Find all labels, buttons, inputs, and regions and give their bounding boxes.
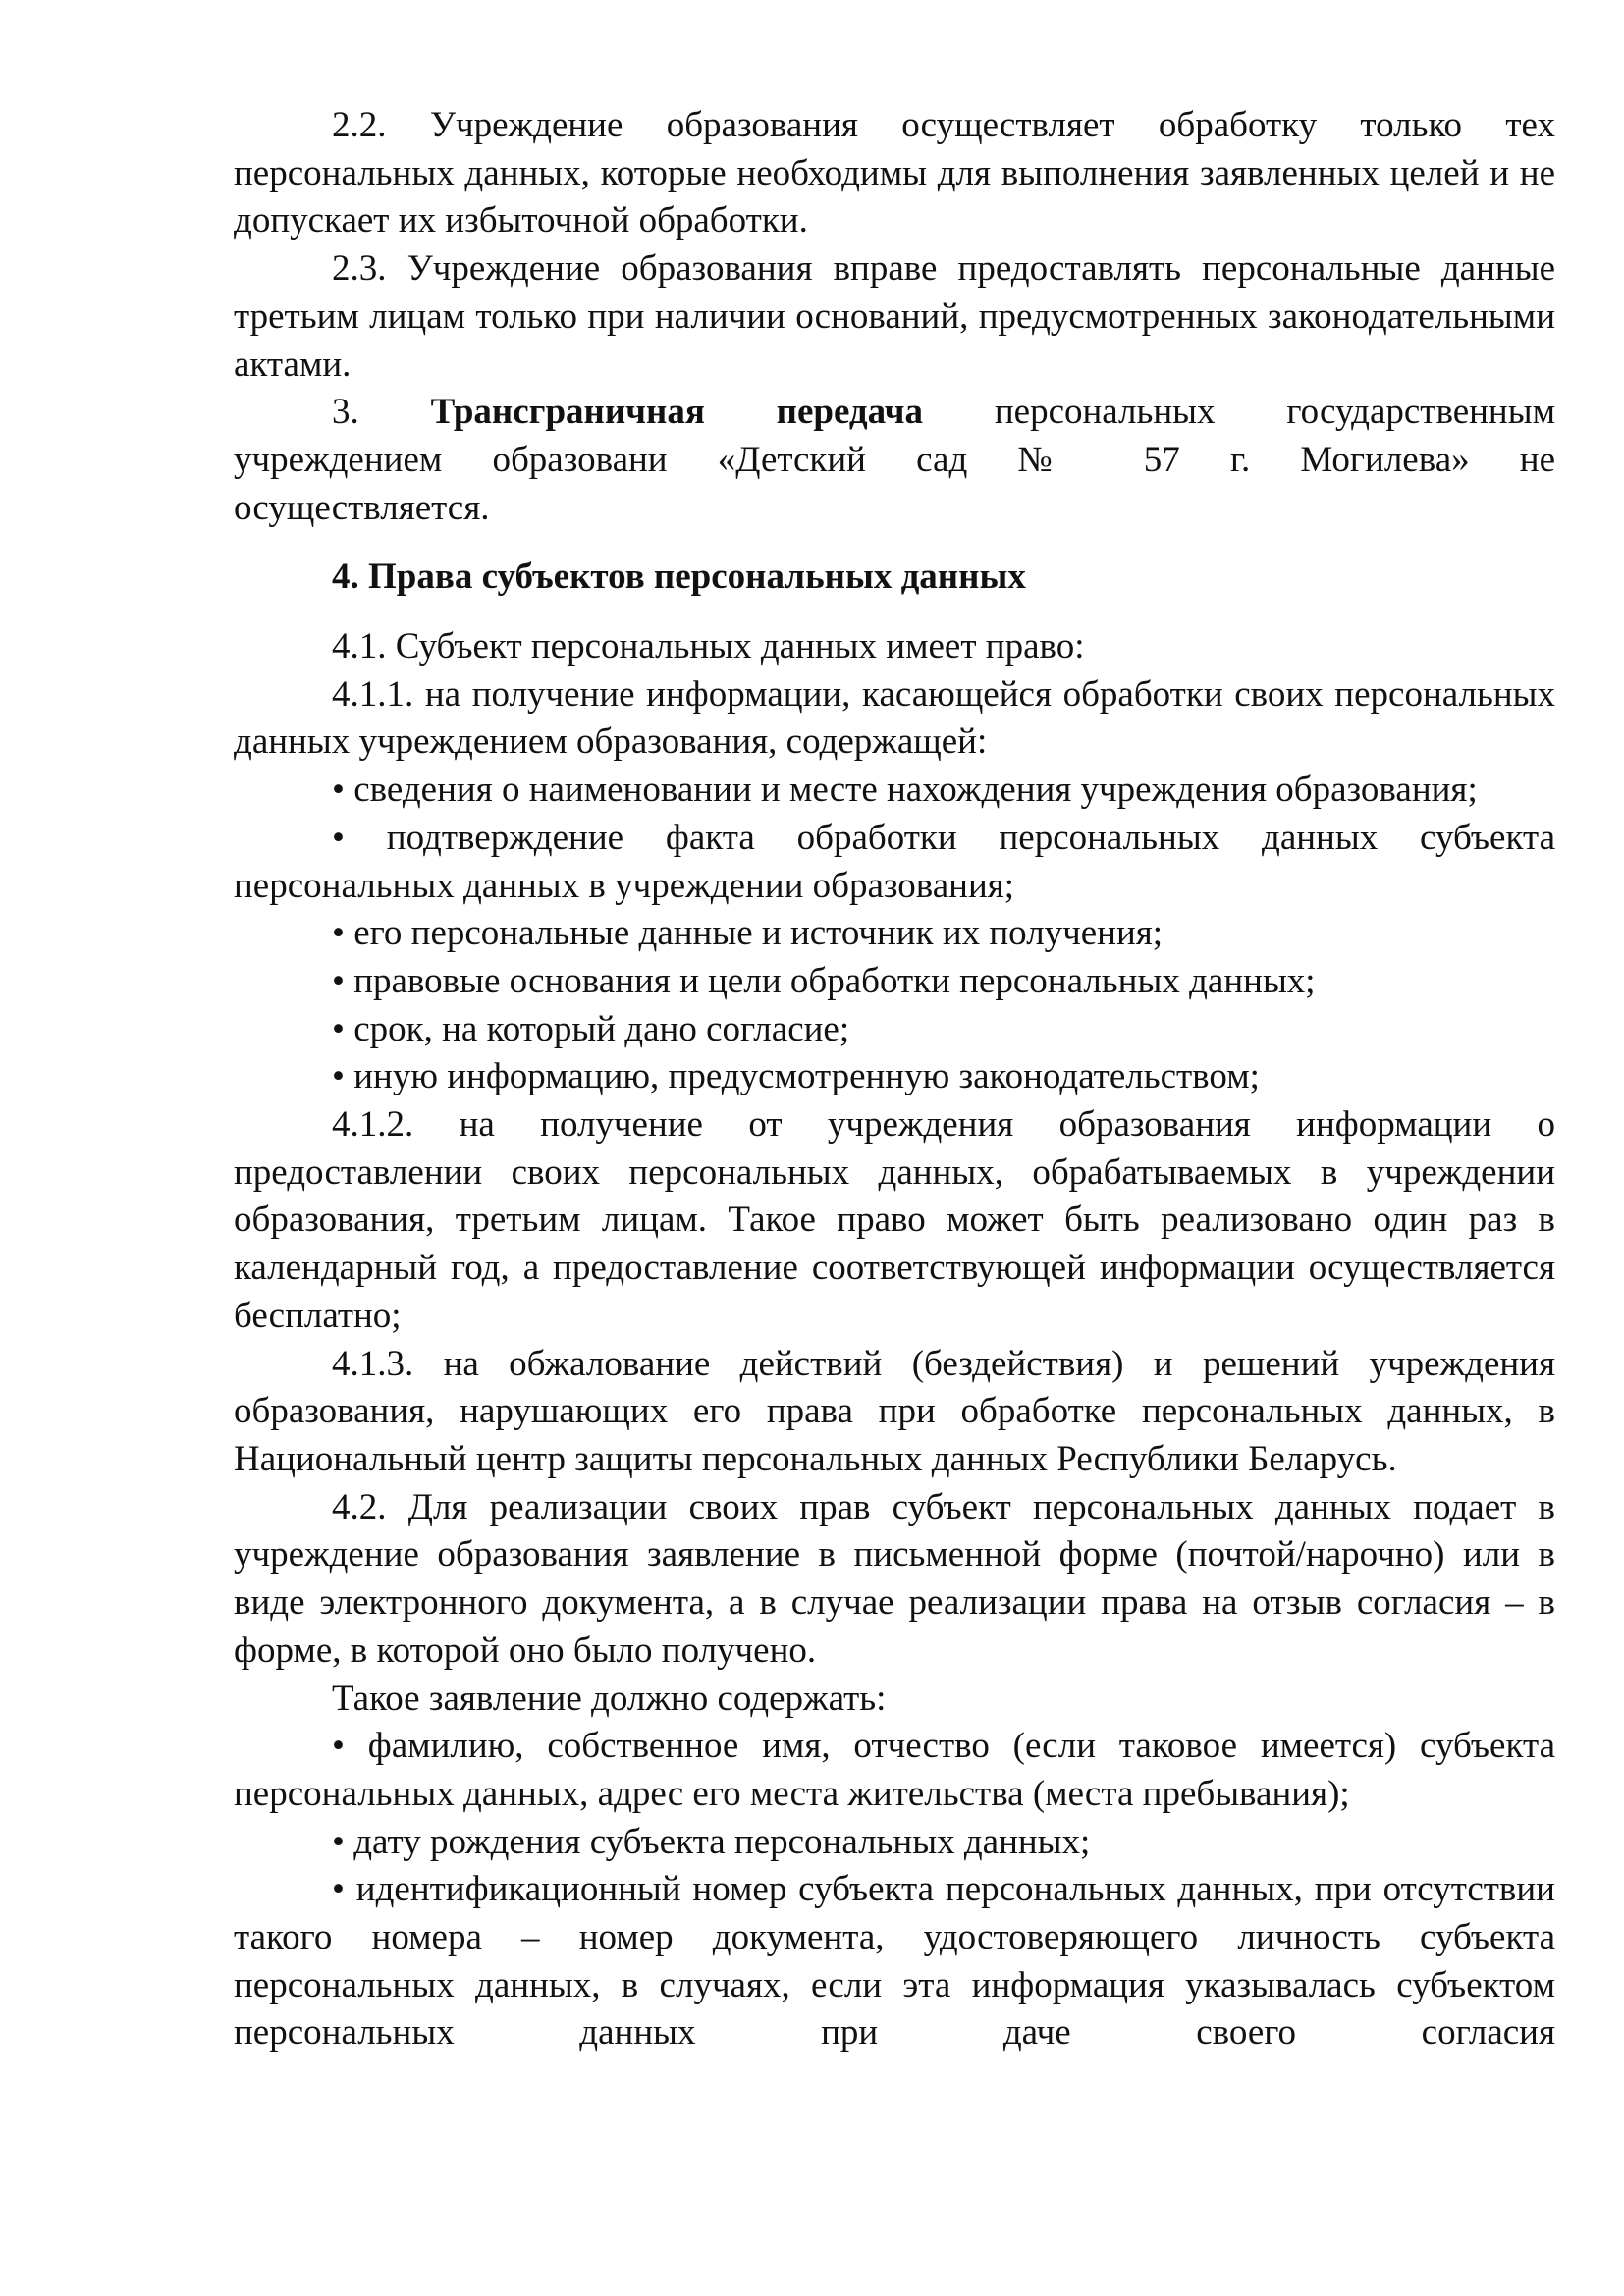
paragraph-3-line2: учреждением образовани «Детский сад № 57 г. Могилева» не (234, 439, 1555, 480)
paragraph-3-line3: осуществляется. (234, 487, 490, 528)
paragraph-such-statement: Такое заявление должно содержать: (332, 1678, 887, 1719)
bullet-item: • его персональные данные и источник их получения; (234, 910, 1555, 958)
document-page (234, 102, 1555, 2057)
paragraph-2-3: 2.3. Учреждение образования вправе предоставлять персональные данные третьим лицам только при наличии оснований, предусмотренных законодательными актами. (234, 248, 1555, 385)
paragraph-3-number: 3. (332, 392, 359, 433)
bullet-item: • идентификационный номер субъекта персональных данных, при отсутствии такого номера – номер документа, удостоверяющего личность субъекта персональных данных, в случаях, если эта информация указывалась субъектом персональных данных при даче своего согласия (234, 1866, 1555, 2057)
bullet-item: • сведения о наименовании и месте нахождения учреждения образования; (234, 767, 1555, 815)
paragraph-4-1-2: 4.1.2. на получение от учреждения образования информации о предоставлении своих персональных данных, обрабатываемых в учреждении образования, третьим лицам. Такое право может быть реализовано один раз в календарный год, а предоставление соответствующей информации осуществляется бесплатно; (234, 1104, 1555, 1336)
paragraph-3-line1-rest: персональных государственным (994, 392, 1556, 433)
bullet-item: • правовые основания и цели обработки персональных данных; (234, 958, 1555, 1006)
paragraph-4-1: 4.1. Субъект персональных данных имеет право: (332, 626, 1085, 667)
paragraph-4-1-3: 4.1.3. на обжалование действий (бездействия) и решений учреждения образования, нарушающих его права при обработке персональных данных, в Национальный центр защиты персональных данных Республики Беларусь. (234, 1343, 1555, 1479)
paragraph-2-2: 2.2. Учреждение образования осуществляет обработку только тех персональных данных, которые необходимы для выполнения заявленных целей и не допускает их избыточной обработки. (234, 105, 1555, 241)
paragraph-4-1-1: 4.1.1. на получение информации, касающейся обработки своих персональных данных учреждением образования, содержащей: (234, 673, 1555, 763)
section-heading-4: 4. Права субъектов персональных данных (332, 557, 1026, 598)
bullet-item: • дату рождения субъекта персональных данных; (234, 1819, 1555, 1867)
paragraph-4-2: 4.2. Для реализации своих прав субъект персональных данных подает в учреждение образования заявление в письменной форме (почтой/нарочно) или в виде электронного документа, а в случае реализации права на отзыв согласия – в форме, в которой оно было получено. (234, 1486, 1555, 1671)
paragraph-3 (234, 389, 1555, 437)
bullet-item: • подтверждение факта обработки персональных данных субъекта персональных данных в учреждении образования; (234, 815, 1555, 910)
paragraph-3-bold-term: Трансграничная передача (430, 392, 924, 433)
bullet-item: • иную информацию, предусмотренную законодательством; (234, 1053, 1555, 1101)
bullet-item: • срок, на который дано согласие; (234, 1006, 1555, 1054)
bullet-item: • фамилию, собственное имя, отчество (если таковое имеется) субъекта персональных данных, адрес его места жительства (места пребывания); (234, 1723, 1555, 1818)
